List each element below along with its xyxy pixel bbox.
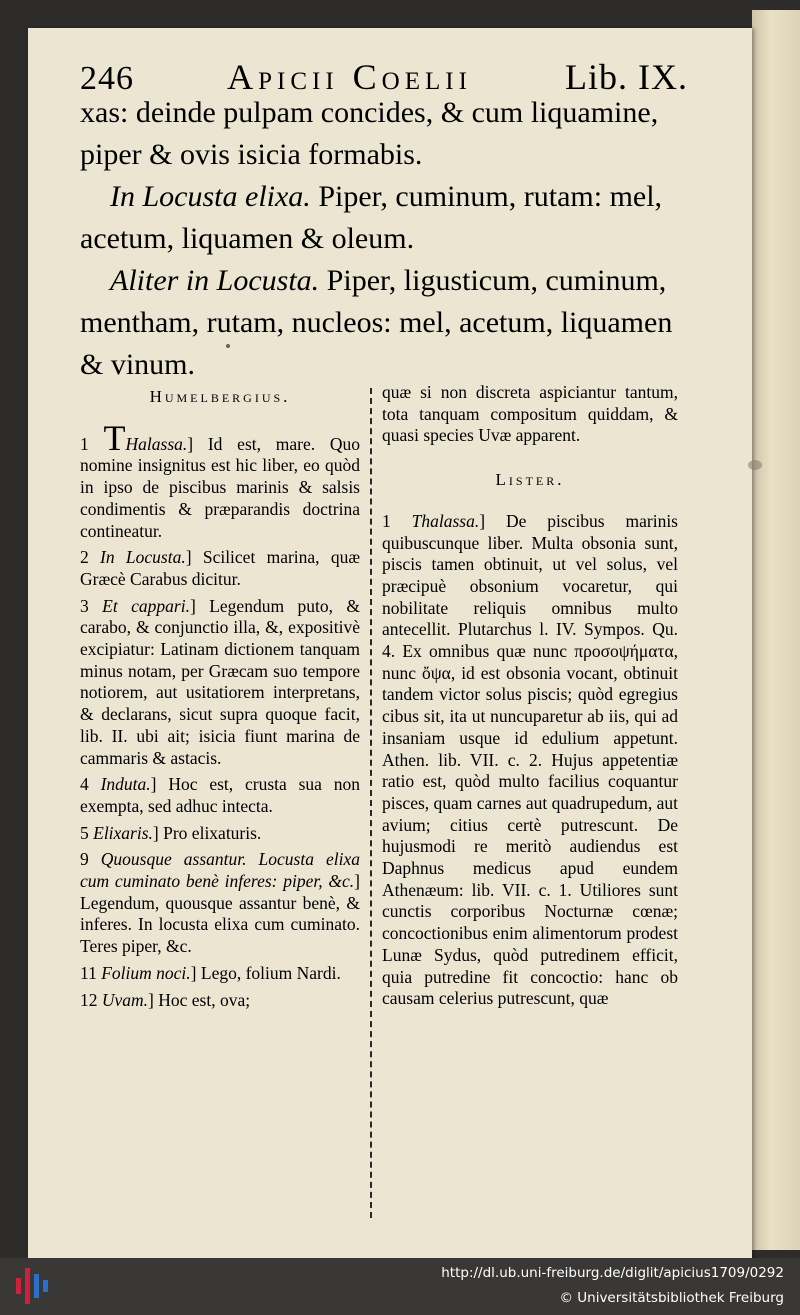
note-11: 11 Folium noci.] Lego, folium Nardi.	[80, 962, 341, 983]
book-number: Lib. IX.	[565, 57, 688, 97]
note-5: 5 Elixaris.] Pro elixaturis.	[80, 822, 262, 843]
notes-humelbergius	[80, 382, 360, 1016]
next-page-edge	[752, 10, 800, 1250]
main-text	[80, 92, 690, 386]
note-1: 1 THalassa.] Id est, mare. Quo nomine insignitus est hic liber, eo quòd in ipso de piscibus marinis & salsis condimentis & præparandis doctrina contineatur.	[80, 417, 360, 541]
main-paragraph-2: In Locusta elixa. Piper, cuminum, rutam: mel, acetum, liquamen & oleum.	[80, 180, 663, 255]
copyright-notice: © Universitätsbibliothek Freiburg	[559, 1290, 784, 1306]
note-9: 9 Quousque assantur. Locusta elixa cum cuminato benè inferes: piper, &c.] Legendum, quousque assantur benè, & inferes. In locusta elixa cum cuminato. Teres piper, &c.	[80, 849, 360, 957]
main-paragraph-3: Aliter in Locusta. Piper, ligusticum, cuminum, mentham, rutam, nucleos: mel, acetum, liquamen & vinum.	[80, 264, 673, 381]
running-title: Apicii Coelii	[227, 57, 472, 97]
permalink[interactable]: http://dl.ub.uni-freiburg.de/diglit/apicius1709/0292	[441, 1265, 784, 1281]
page-number: 246	[80, 60, 134, 97]
note-2: 2 In Locusta.] Scilicet marina, quæ Græcè Carabus dicitur.	[80, 547, 361, 589]
paper-stain	[748, 460, 762, 470]
recipe-title-locusta-elixa: In Locusta elixa.	[110, 180, 311, 213]
note-4: 4 Induta.] Hoc est, crusta sua non exempta, sed adhuc intecta.	[80, 774, 360, 816]
note-3: 3 Et cappari.] Legendum puto, & carabo, & conjunctio illa, &, expositivè excipiatur: Latinam dictionem tanquam minus notam, per Græcam suo tempore notiorem, aut usitatiorem interpretans, & declarans, sicut supra quoque facit, lib. II. ubi ait; isicia fiunt marina de cammaris & astacis.	[80, 595, 360, 768]
viewer-footer	[0, 1258, 800, 1315]
notes-lister	[382, 382, 678, 1015]
ink-speck	[226, 344, 230, 348]
lister-note-1: 1 Thalassa.] De piscibus marinis quibuscunque liber. Multa obsonia sunt, piscis tamen obtinuit, ut vel solus, vel præcipuè obsonium vocaretur, qui nobilitate reliquis omnibus multo antecellit. Plutarchus l. IV. Sympos. Qu. 4. Ex omnibus quæ nunc προσοψήματα, nunc ὄψα, id est obsonia vocant, obtinuit tandem victor solus piscis; quòd egregius cibus sit, ita ut nuncuparetur ab iis, qui ad insaniam usque id edulium appetunt. Athen. lib. VII. c. 2. Hujus appetentiæ ratio est, quòd multo facilius coquantur pisces, quam carnes aut quadrupedum, aut avium; citius certè putrescunt. De hujusmodi re meritò audiendus est Daphnus medicus apud eundem Athenæum: lib. VII. c. 1. Utiliores sunt cunctis corporibus Nocturnæ cœnæ; concoctionibus enim alimentorum prodest Lunæ Sydus, quòd putredinem efficit, quia putredine fit concoctio: hanc ob causam celerius putrescunt, quæ	[382, 510, 678, 1009]
main-paragraph-1: xas: deinde pulpam concides, & cum liquamine, piper & ovis isicia formabis.	[80, 96, 659, 171]
recipe-title-aliter: Aliter in Locusta.	[110, 264, 320, 297]
commentator-heading: Humelbergius.	[149, 387, 291, 406]
note-12: 12 Uvam.] Hoc est, ova;	[80, 989, 251, 1010]
note-12-continued: quæ si non discreta aspiciantur tantum, tota tanquam compositum quiddam, & quasi species Uvæ apparent.	[382, 382, 678, 446]
library-logo-icon[interactable]	[16, 1266, 50, 1306]
column-divider	[370, 388, 372, 1218]
commentator-heading: Lister.	[495, 470, 565, 490]
